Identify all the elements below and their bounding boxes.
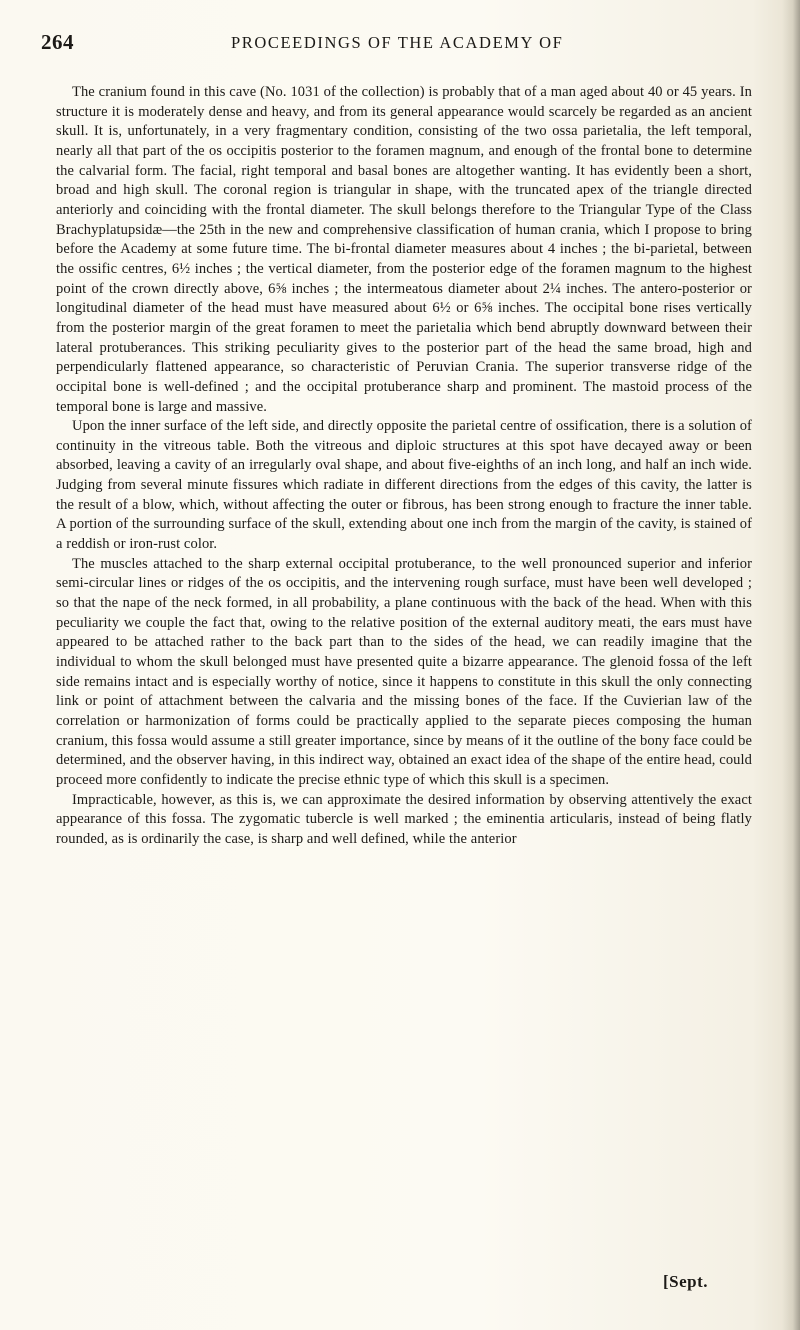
body-text [56, 83, 752, 850]
page-number: 264 [41, 30, 74, 54]
running-head [41, 30, 741, 60]
paragraph: The muscles attached to the sharp external occipital protuberance, to the well pronounced superior and inferior semi-circular lines or ridges of the os occipitis, and the intervening rough surface, must have been well developed ; so that the nape of the neck formed, in all probability, a plane continuous with the back of the head. When with this peculiarity we couple the fact that, owing to the relative position of the external auditory meati, the ears must have appeared to be attached rather to the back part than to the sides of the head, we can readily imagine that the individual to whom the skull belonged must have presented quite a bizarre appearance. The glenoid fossa of the left side remains intact and is especially worthy of notice, since it happens to constitute in this skull the only connecting link or point of attachment between the calvaria and the missing bones of the face. If the Cuvierian law of the correlation or harmonization of forms could be practically applied to the separate pieces composing the human cranium, this fossa would assume a still greater importance, since by means of it the outline of the bony face could be determined, and the observer having, in this indirect way, obtained an exact idea of the shape of the entire head, could proceed more confidently to indicate the precise ethnic type of which this skull is a specimen. [56, 555, 752, 788]
catchword: [Sept. [662, 1272, 708, 1291]
paragraph: Upon the inner surface of the left side, and directly opposite the parietal centre of ossification, there is a solution of continuity in the vitreous table. Both the vitreous and diploic structures at this spot have decayed away or been absorbed, leaving a cavity of an irregularly oval shape, and about five-eighths of an inch long, and half an inch wide. Judging from several minute fissures which radiate in different directions from the edges of this cavity, the latter is the result of a blow, which, without affecting the outer or fibrous, has been strong enough to fracture the inner table. A portion of the surrounding surface of the skull, extending about one inch from the margin of the cavity, is stained of a reddish or iron-rust color. [56, 418, 752, 553]
paragraph: Impracticable, however, as this is, we can approximate the desired information by observing attentively the exact appearance of this fossa. The zygomatic tubercle is well marked ; the eminentia articularis, instead of being flatly rounded, as is ordinarily the case, is sharp and well defined, while the anterior [56, 791, 752, 847]
running-head-title: PROCEEDINGS OF THE ACADEMY OF [231, 33, 564, 52]
paragraph: The cranium found in this cave (No. 1031 of the collection) is probably that of a man aged about 40 or 45 years. In structure it is moderately dense and heavy, and from its general appearance would scarcely be regarded as an ancient skull. It is, unfortunately, in a very fragmentary condition, consisting of the two ossa parietalia, the left temporal, nearly all that part of the os occipitis posterior to the foramen magnum, and enough of the frontal bone to determine the calvarial form. The facial, right temporal and basal bones are altogether wanting. It has evidently been a short, broad and high skull. The coronal region is triangular in shape, with the truncated apex of the triangle directed anteriorly and coinciding with the frontal diameter. The skull belongs therefore to the Triangular Type of the Class Brachyplatupsidæ—the 25th in the new and comprehensive classification of human crania, which I propose to bring before the Academy at some future time. The bi-frontal diameter measures about 4 inches ; the bi-parietal, between the ossific centres, 6½ inches ; the vertical diameter, from the posterior edge of the foramen magnum to the highest point of the crown directly above, 6⅝ inches ; the intermeatous diameter about 2¼ inches. The antero-posterior or longitudinal diameter of the head must have measured about 6½ or 6⅝ inches. The occipital bone rises vertically from the posterior margin of the great foramen to meet the parietalia which bend abruptly downward between their lateral protuberances. This striking peculiarity gives to the posterior part of the head the same broad, high and perpendicularly flattened appearance, so characteristic of Peruvian Crania. The superior transverse ridge of the occipital bone is well-defined ; and the occipital protuberance sharp and prominent. The mastoid process of the temporal bone is large and massive. [56, 84, 752, 415]
page-edge-shadow [782, 0, 800, 1330]
